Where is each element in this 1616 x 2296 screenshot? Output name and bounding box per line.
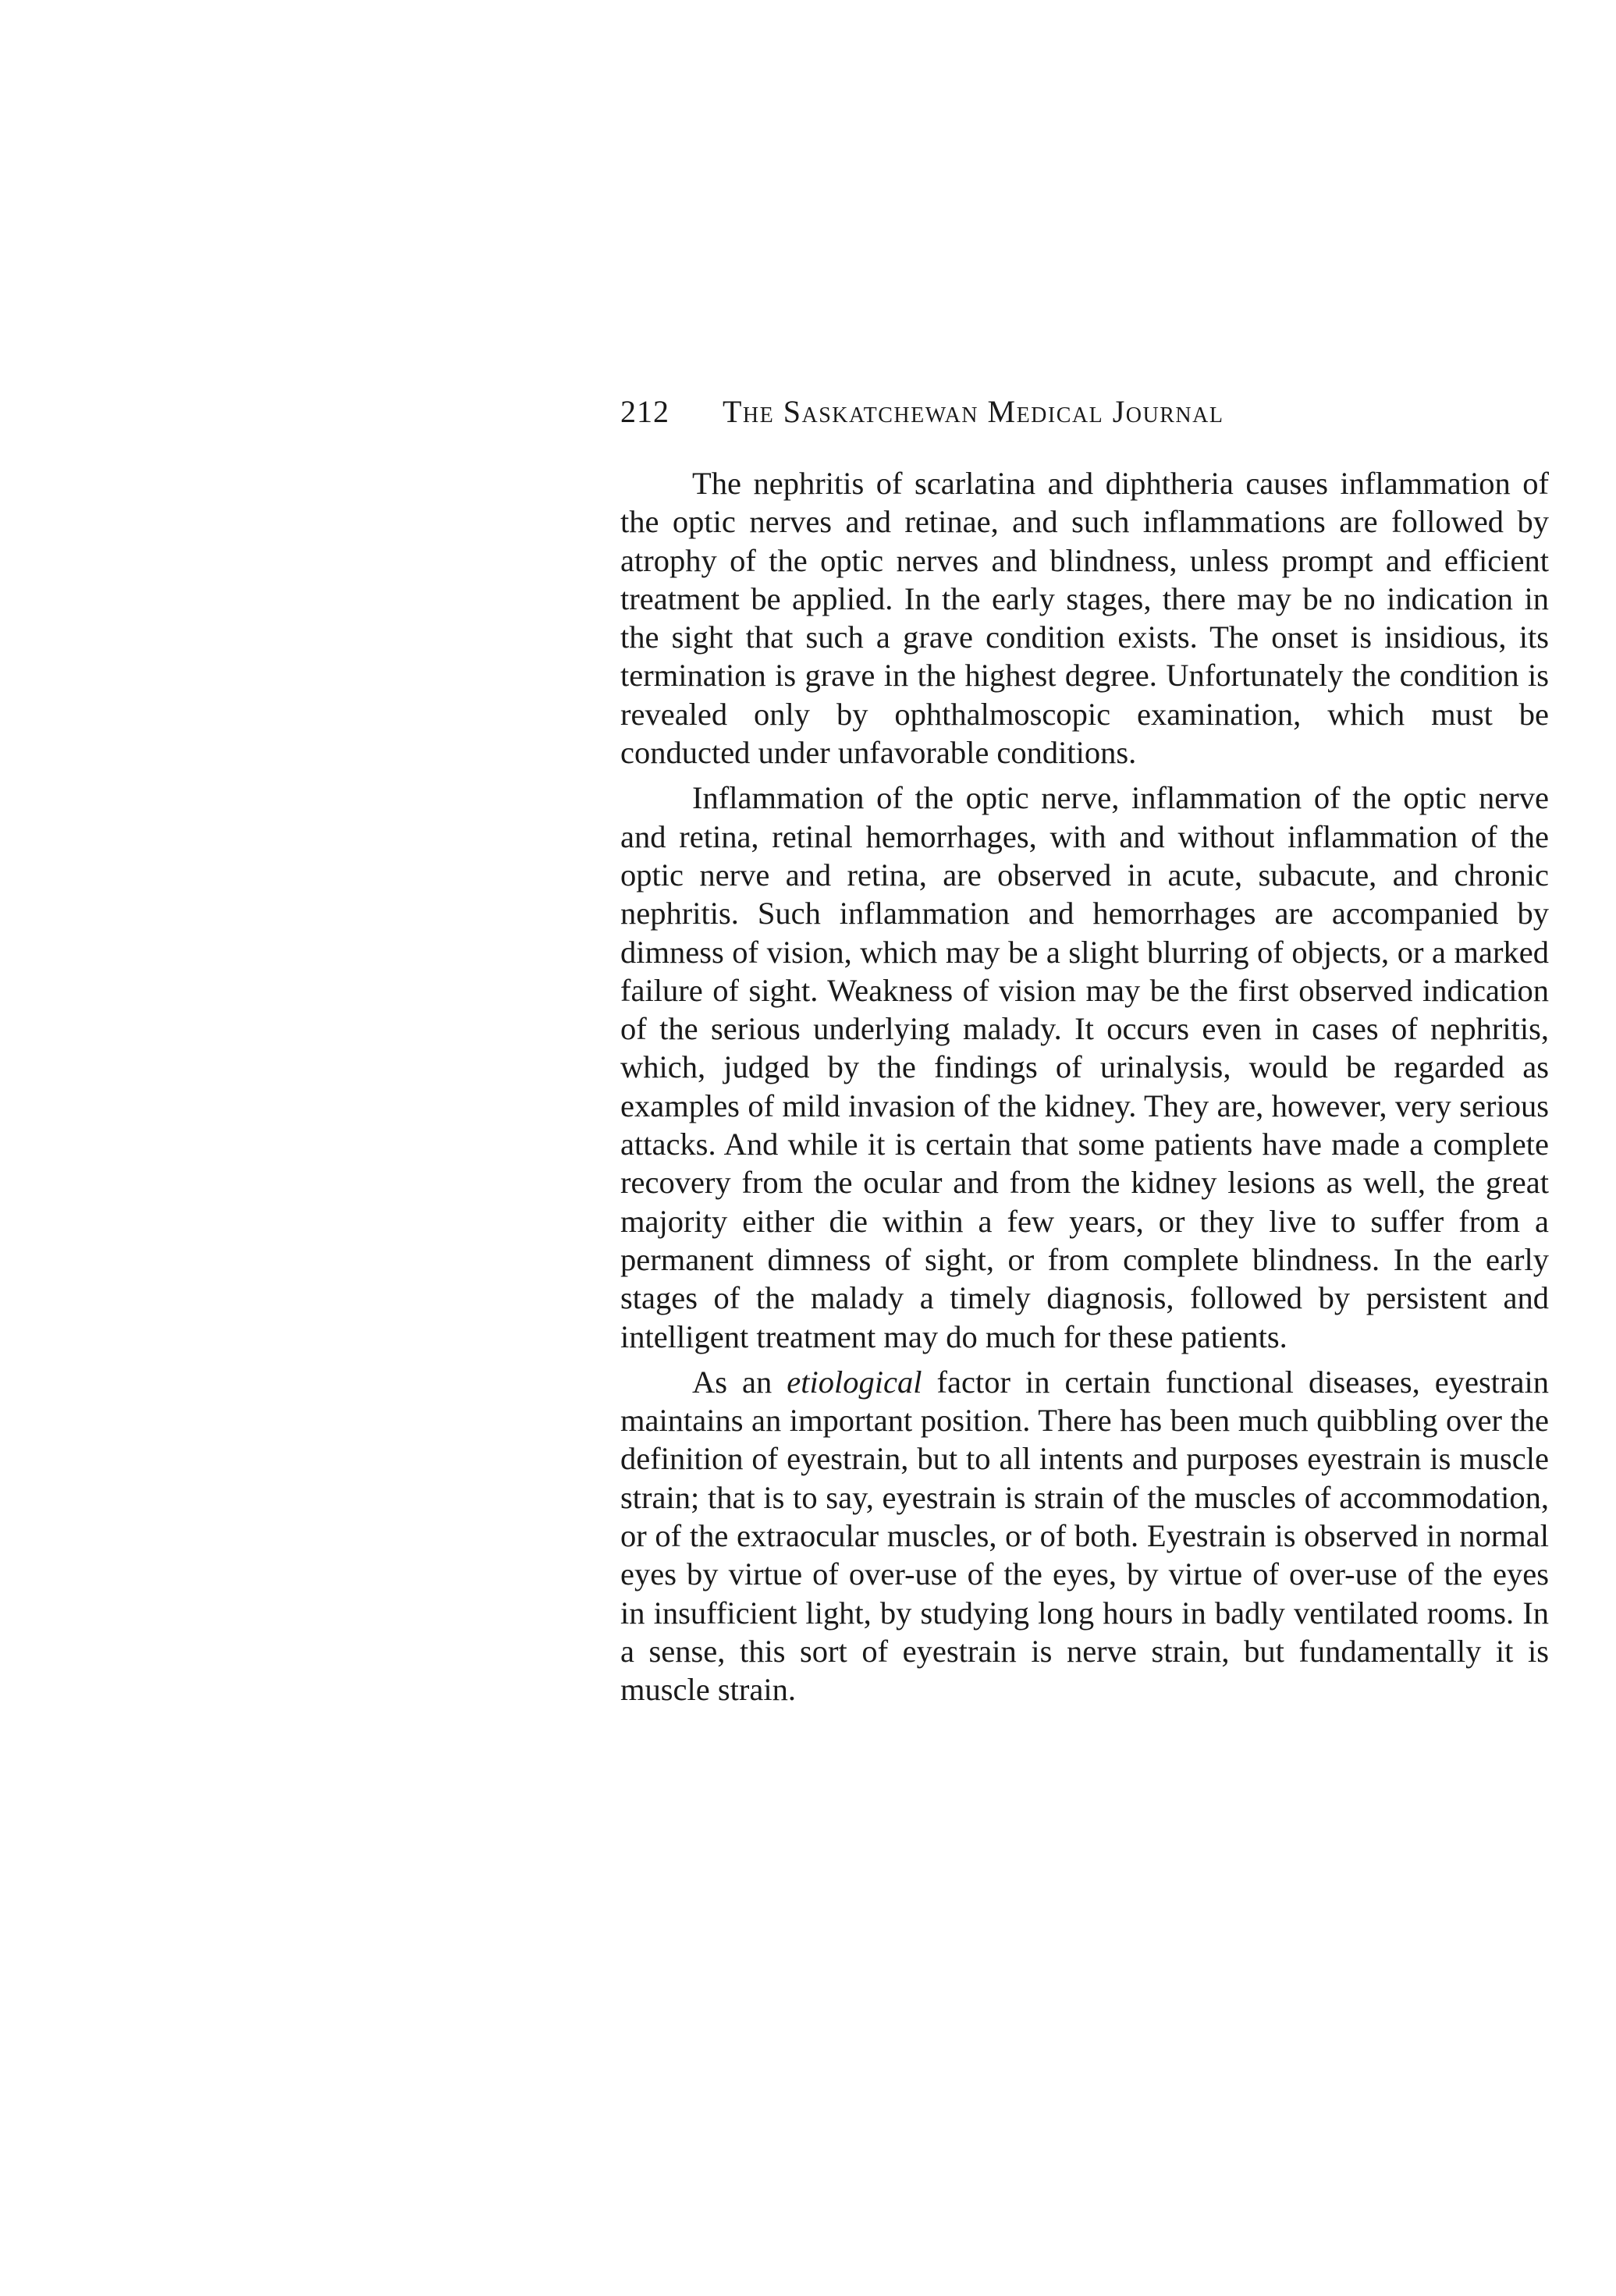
page-number: 212: [620, 394, 669, 429]
article-body: [620, 464, 1549, 1716]
paragraph-optic-nerve-inflammation: Inflammation of the optic nerve, inflammation of the optic nerve and retina, retinal hemorrhages, with and without inflammation of the optic nerve and retina, are observed in acute, subacute, and chronic nephritis. Such inflammation and hemorrhages are accompanied by dimness of vision, which may be a slight blurring of objects, or a marked failure of sight. Weakness of vision may be the first observed indication of the serious underlying malady. It occurs even in cases of nephritis, which, judged by the findings of urinalysis, would be regarded as examples of mild invasion of the kidney. They are, however, very serious attacks. And while it is certain that some patients have made a complete recovery from the ocular and from the kidney lesions as well, the great majority either die within a few years, or they live to suffer from a permanent dimness of sight, or from complete blindness. In the early stages of the malady a timely diagnosis, followed by persistent and intelligent treatment may do much for these patients.: [620, 780, 1549, 1354]
emphasized-term: etiological: [787, 1364, 922, 1400]
paragraph-body-text: factor in certain functional diseases, eyestrain maintains an important position. There has been much quibbling over the definition of eyestrain, but to all intents and purposes eyestrain is muscle strain; that is to say, eyestrain is strain of the muscles of accommodation, or of the extraocular muscles, or of both. Eyestrain is observed in normal eyes by virtue of over-use of the eyes, by virtue of over-use of the eyes in insufficient light, by studying long hours in badly ventilated rooms. In a sense, this sort of eyestrain is nerve strain, but fundamentally it is muscle strain.: [620, 1364, 1549, 1708]
running-head: [620, 389, 1557, 435]
paragraph-nephritis-scarlatina: The nephritis of scarlatina and diphtheria causes inflammation of the optic nerves and retinae, and such inflammations are followed by atrophy of the optic nerves and blindness, unless prompt and efficient treatment be applied. In the early stages, there may be no indication in the sight that such a grave condition exists. The onset is insidious, its termination is grave in the highest degree. Unfortunately the condition is revealed only by ophthalmoscopic examination, which must be conducted under unfavorable conditions.: [620, 466, 1549, 771]
journal-title: The Saskatchewan Medical Journal: [723, 394, 1224, 429]
paragraph-lead-text: As an: [692, 1364, 787, 1400]
paragraph-eyestrain: [620, 1363, 1549, 1709]
